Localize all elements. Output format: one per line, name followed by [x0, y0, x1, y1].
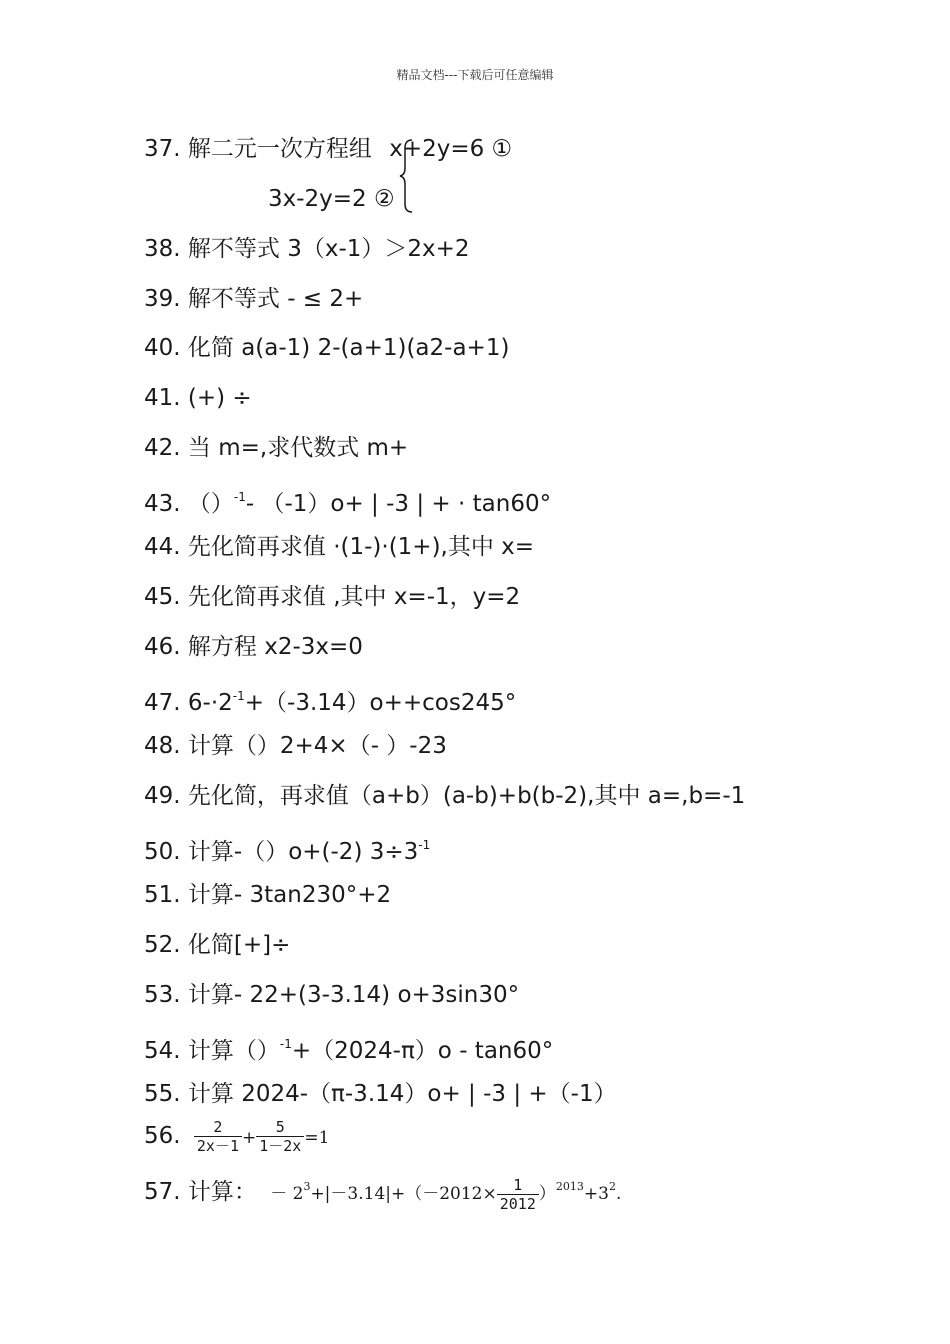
- expression-part: － 2: [270, 1184, 304, 1204]
- problem-56: [144, 1118, 329, 1155]
- problem-number: 54.: [144, 1038, 181, 1064]
- problem-text: 解二元一次方程组: [187, 136, 372, 162]
- problem-text: 化简 a(a-1) 2-(a+1)(a2-a+1): [187, 335, 510, 361]
- problem-text: 计算 2024-（π-3.14）o+ | -3 | +（-1）: [187, 1081, 617, 1107]
- problem-number: 37.: [144, 136, 181, 162]
- expression-part: ）: [538, 1184, 556, 1204]
- problem-number: 43.: [144, 491, 181, 517]
- problem-57: [144, 1172, 621, 1213]
- denominator: 2012: [497, 1194, 539, 1213]
- fraction-1: [194, 1118, 242, 1155]
- problem-text: 先化简，再求值（a+b）(a-b)+b(b-2),其中 a=,b=-1: [187, 783, 746, 809]
- problem-51: [144, 880, 391, 910]
- problem-text: +（2024-π）o - tan60°: [291, 1038, 554, 1064]
- problem-number: 56.: [144, 1123, 181, 1149]
- problem-number: 53.: [144, 982, 181, 1008]
- problem-number: 42.: [144, 435, 181, 461]
- problem-text: 当 m=,求代数式 m+: [187, 435, 409, 461]
- problem-45: [144, 582, 520, 612]
- problem-text: 计算（）2+4×（- ）-23: [187, 733, 447, 759]
- problem-label: 计算：: [187, 1179, 257, 1205]
- problem-41: [144, 383, 252, 413]
- problem-53: [144, 980, 519, 1010]
- problem-number: 50.: [144, 839, 181, 865]
- problem-40: [144, 333, 509, 363]
- problem-47: [144, 681, 516, 718]
- denominator: 2x－1: [194, 1136, 242, 1155]
- problem-43: [144, 482, 551, 519]
- problem-text: 先化简再求值 ·(1-)·(1+),其中 x=: [187, 534, 535, 560]
- problem-number: 38.: [144, 236, 181, 262]
- expression: [270, 1176, 622, 1213]
- problem-number: 55.: [144, 1081, 181, 1107]
- denominator: 1－2x: [256, 1136, 304, 1155]
- problem-text: 解不等式 - ≤ 2+: [187, 286, 364, 312]
- problem-text: 计算- 22+(3-3.14) o+3sin30°: [187, 982, 520, 1008]
- problem-text: 6-·2: [187, 690, 233, 716]
- fraction-2: [256, 1118, 304, 1155]
- problem-number: 57.: [144, 1179, 181, 1205]
- problem-text: （）: [187, 491, 234, 517]
- exponent: -1: [279, 1037, 292, 1051]
- numerator: 5: [275, 1118, 285, 1136]
- problem-number: 41.: [144, 385, 181, 411]
- problem-number: 49.: [144, 783, 181, 809]
- exponent: -1: [418, 838, 431, 852]
- operator: +: [241, 1128, 257, 1148]
- problem-text: 解方程 x2-3x=0: [187, 634, 363, 660]
- problem-38: [144, 234, 470, 264]
- equation-2: 3x-2y=2 ②: [268, 186, 395, 212]
- expression-part: .: [615, 1184, 622, 1204]
- equation-rhs: =1: [304, 1128, 330, 1148]
- problem-39: [144, 284, 363, 314]
- problem-48: [144, 731, 447, 761]
- exponent: 2: [608, 1180, 616, 1193]
- equation-1: x+2y=6 ①: [389, 136, 513, 162]
- exponent: -1: [233, 490, 246, 504]
- exponent: 2013: [555, 1180, 584, 1193]
- problem-text: (+) ÷: [187, 385, 252, 411]
- page-header: 精品文档---下载后可任意编辑: [396, 68, 554, 82]
- expression-part: +3: [583, 1184, 609, 1204]
- problem-number: 46.: [144, 634, 181, 660]
- problem-number: 44.: [144, 534, 181, 560]
- problem-52: [144, 930, 290, 960]
- problem-number: 45.: [144, 584, 181, 610]
- problem-50: [144, 830, 430, 867]
- problem-text: 先化简再求值 ,其中 x=-1，y=2: [187, 584, 521, 610]
- problem-number: 39.: [144, 286, 181, 312]
- problem-55: [144, 1079, 617, 1109]
- problem-44: [144, 532, 534, 562]
- problem-37: [144, 134, 512, 164]
- numerator: 2: [213, 1118, 223, 1136]
- expression-part: +|－3.14|+（－2012×: [310, 1184, 497, 1204]
- problem-text: 计算（）: [187, 1038, 280, 1064]
- numerator: 1: [513, 1176, 523, 1194]
- problem-text: 化简[+]÷: [187, 932, 291, 958]
- exponent: -1: [232, 689, 245, 703]
- problem-number: 48.: [144, 733, 181, 759]
- problem-46: [144, 632, 363, 662]
- exponent: 3: [303, 1180, 311, 1193]
- problem-number: 52.: [144, 932, 181, 958]
- problem-42: [144, 433, 408, 463]
- problem-54: [144, 1029, 553, 1066]
- problem-text: 计算- 3tan230°+2: [187, 882, 392, 908]
- system-brace: [398, 138, 418, 214]
- problem-text: 解不等式 3（x-1）＞2x+2: [187, 236, 470, 262]
- problem-text: 计算-（）o+(-2) 3÷3: [187, 839, 419, 865]
- problem-number: 51.: [144, 882, 181, 908]
- problem-49: [144, 781, 745, 811]
- problem-number: 47.: [144, 690, 181, 716]
- problem-text: - （-1）o+ | -3 | + · tan60°: [245, 491, 552, 517]
- problem-text: +（-3.14）o++cos245°: [244, 690, 517, 716]
- problem-number: 40.: [144, 335, 181, 361]
- fraction: [497, 1176, 539, 1213]
